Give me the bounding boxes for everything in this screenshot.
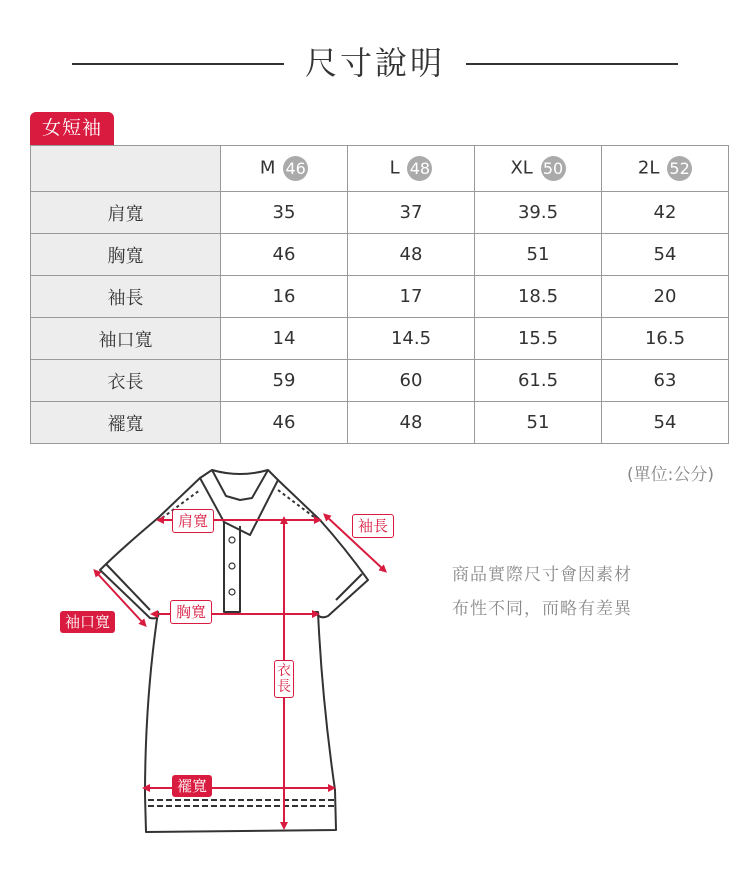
table-cell: 14.5 xyxy=(348,318,475,360)
cuff-width-label: 袖口寬 xyxy=(60,611,115,633)
hem-label: 襬寬 xyxy=(172,775,212,797)
section-title xyxy=(0,38,750,88)
table-cell: 51 xyxy=(475,234,602,276)
size-label: M xyxy=(259,157,276,179)
size-number-badge: 50 xyxy=(541,156,566,181)
table-cell: 16.5 xyxy=(602,318,729,360)
title-rule-right xyxy=(466,63,678,65)
size-table xyxy=(30,145,729,444)
table-cell: 51 xyxy=(475,402,602,444)
table-cell: 46 xyxy=(221,234,348,276)
row-label: 衣長 xyxy=(31,360,221,402)
table-cell: 46 xyxy=(221,402,348,444)
size-col-2l xyxy=(602,146,729,192)
table-cell: 37 xyxy=(348,192,475,234)
table-row xyxy=(31,234,729,276)
table-cell: 18.5 xyxy=(475,276,602,318)
table-cell: 39.5 xyxy=(475,192,602,234)
table-cell: 61.5 xyxy=(475,360,602,402)
table-cell: 20 xyxy=(602,276,729,318)
table-cell: 63 xyxy=(602,360,729,402)
table-cell: 42 xyxy=(602,192,729,234)
size-number-badge: 48 xyxy=(407,156,432,181)
chest-label: 胸寬 xyxy=(170,600,212,624)
table-cell: 48 xyxy=(348,234,475,276)
body-length-label: 衣長 xyxy=(274,660,294,698)
table-cell: 60 xyxy=(348,360,475,402)
size-label: XL xyxy=(510,157,533,179)
table-cell: 54 xyxy=(602,402,729,444)
size-col-l xyxy=(348,146,475,192)
size-col-m xyxy=(221,146,348,192)
table-cell: 15.5 xyxy=(475,318,602,360)
size-number-badge: 52 xyxy=(667,156,692,181)
note-line-2: 布性不同，而略有差異 xyxy=(452,599,632,619)
row-label: 袖口寬 xyxy=(31,318,221,360)
size-label: 2L xyxy=(637,157,660,179)
note-line-1: 商品實際尺寸會因素材 xyxy=(452,565,632,585)
table-cell: 59 xyxy=(221,360,348,402)
row-label: 胸寬 xyxy=(31,234,221,276)
table-cell: 14 xyxy=(221,318,348,360)
category-tab: 女短袖 xyxy=(30,112,114,145)
sleeve-length-label: 袖長 xyxy=(352,514,394,538)
unit-note: (單位:公分) xyxy=(627,465,714,485)
size-label: L xyxy=(389,157,400,179)
table-cell: 54 xyxy=(602,234,729,276)
row-label: 肩寬 xyxy=(31,192,221,234)
size-header-row xyxy=(31,146,729,192)
size-col-xl xyxy=(475,146,602,192)
button-dots xyxy=(229,537,235,595)
table-row xyxy=(31,402,729,444)
table-row xyxy=(31,360,729,402)
table-cell: 35 xyxy=(221,192,348,234)
table-cell: 16 xyxy=(221,276,348,318)
size-number-badge: 46 xyxy=(283,156,308,181)
shoulder-label: 肩寬 xyxy=(172,509,214,533)
row-label: 襬寬 xyxy=(31,402,221,444)
table-cell: 48 xyxy=(348,402,475,444)
title-rule-left xyxy=(72,63,284,65)
table-row xyxy=(31,192,729,234)
row-label: 袖長 xyxy=(31,276,221,318)
table-cell: 17 xyxy=(348,276,475,318)
table-row xyxy=(31,318,729,360)
table-row xyxy=(31,276,729,318)
header-corner xyxy=(31,146,221,192)
page-title: 尺寸說明 xyxy=(304,44,445,82)
shirt-outline xyxy=(100,470,368,832)
